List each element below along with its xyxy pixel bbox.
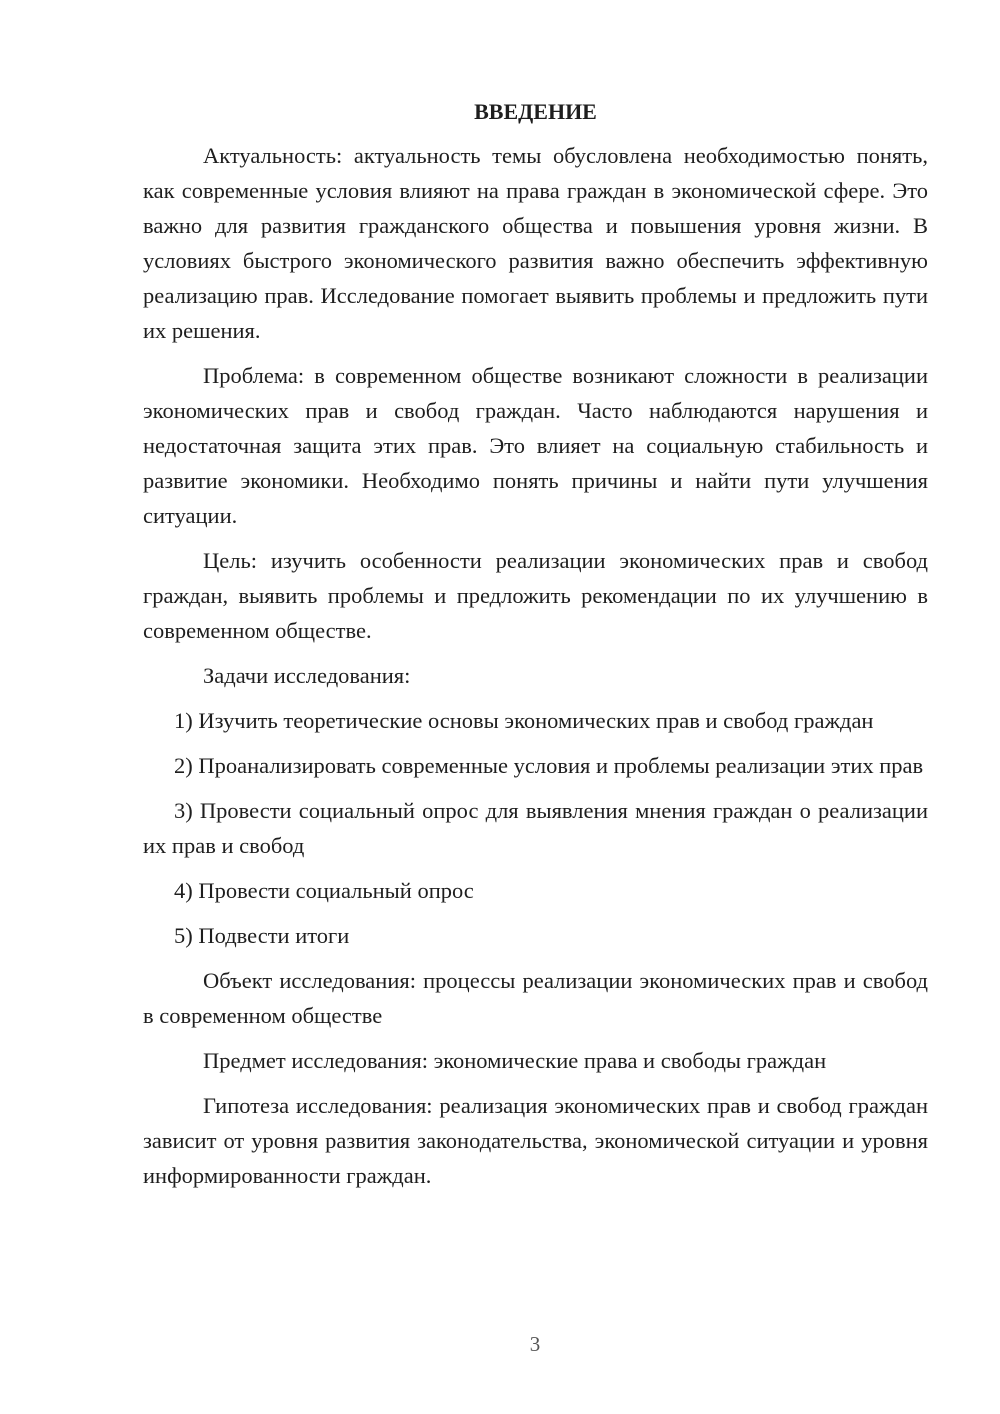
page-content (143, 94, 928, 1203)
goal-paragraph: Цель: изучить особенности реализации экономических прав и свобод граждан, выявить проблемы и предложить рекомендации по их улучшению в современном обществе. (143, 548, 928, 643)
problem-paragraph: Проблема: в современном обществе возникают сложности в реализации экономических прав и свобод граждан. Часто наблюдаются нарушения и недостаточная защита этих прав. Это влияет на социальную стабильность и развитие экономики. Необходимо понять причины и найти пути улучшения ситуации. (143, 363, 928, 528)
task-item-3: 3) Провести социальный опрос для выявления мнения граждан о реализации их прав и свобод (143, 798, 928, 858)
hypothesis-paragraph: Гипотеза исследования: реализация экономических прав и свобод граждан зависит от уровня развития законодательства, экономической ситуации и уровня информированности граждан. (143, 1093, 928, 1188)
page-title: ВВЕДЕНИЕ (474, 99, 597, 124)
object-paragraph: Объект исследования: процессы реализации экономических прав и свобод в современном обществе (143, 968, 928, 1028)
page-number: 3 (529, 1332, 541, 1356)
task-item-5: 5) Подвести итоги (174, 923, 350, 948)
subject-paragraph: Предмет исследования: экономические права и свободы граждан (203, 1048, 827, 1073)
task-item-2: 2) Проанализировать современные условия и проблемы реализации этих прав (174, 753, 924, 778)
tasks-heading: Задачи исследования: (203, 663, 411, 688)
task-item-4: 4) Провести социальный опрос (174, 878, 474, 903)
relevance-paragraph: Актуальность: актуальность темы обусловлена необходимостью понять, как современные условия влияют на права граждан в экономической сфере. Это важно для развития гражданского общества и повышения уровня жизни. В условиях быстрого экономического развития важно обеспечить эффективную реализацию прав. Исследование помогает выявить проблемы и предложить пути их решения. (143, 143, 928, 343)
task-item-1: 1) Изучить теоретические основы экономических прав и свобод граждан (174, 708, 874, 733)
